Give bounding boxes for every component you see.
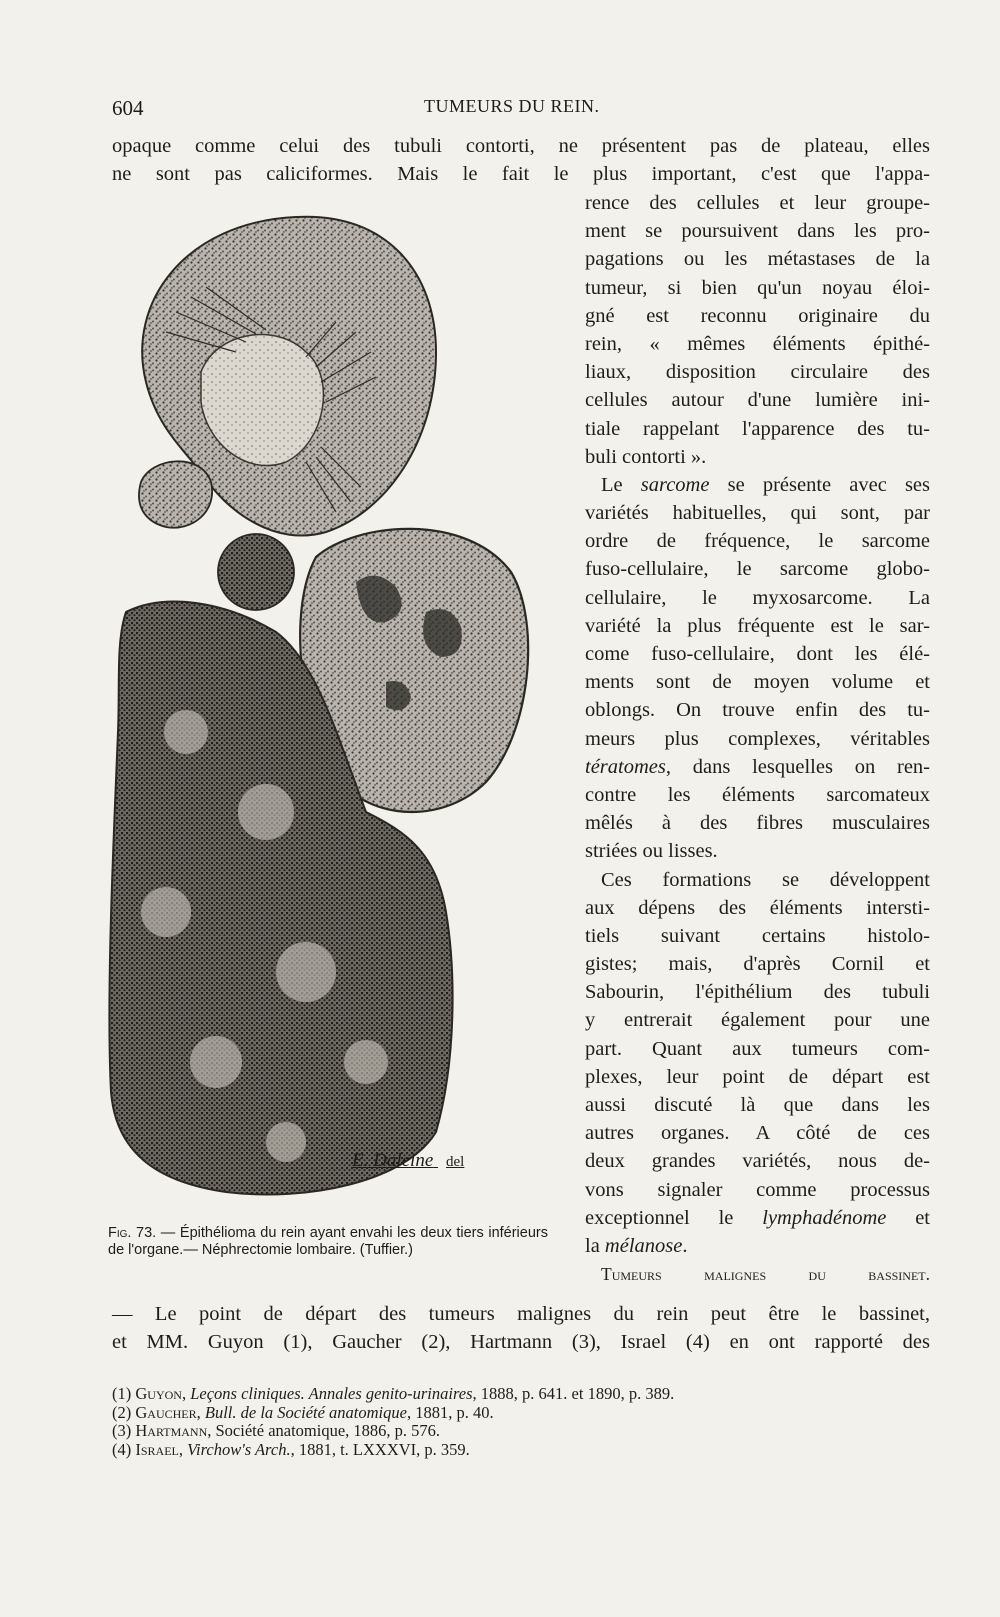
text-line: pagations ou les métastases de la <box>585 248 930 271</box>
right-column <box>585 189 930 1288</box>
text-line: cellulaire, le myxosarcome. La <box>585 586 930 609</box>
caption-text: — Épithélioma du rein ayant envahi les deux tiers inférieurs de l'organe.— Néphrectomie lombaire. (Tuffier.) <box>108 1225 548 1258</box>
text-line: ordre de fréquence, le sarcome <box>585 530 930 553</box>
footnote-sep: , <box>207 1421 216 1440</box>
signature-del: del <box>446 1154 465 1170</box>
text-line: liaux, disposition circulaire des <box>585 361 930 384</box>
text-line: tiels suivant certains histolo- <box>585 924 930 947</box>
text-fragment: exceptionnel le <box>585 1206 763 1229</box>
text-line: autres organes. A côté de ces <box>585 1122 930 1145</box>
italic-term: mélanose <box>604 1234 683 1257</box>
text-line: gistes; mais, d'après Cornil et <box>585 953 930 976</box>
text-line: — Le point de départ des tumeurs malignes du rein peut être le bassinet, <box>112 1303 930 1325</box>
footnote-number: (3) <box>112 1421 132 1440</box>
footnote <box>112 1422 930 1441</box>
footnote-title: Bull. de la Société anatomique <box>204 1402 407 1422</box>
text-fragment: Le <box>601 473 641 496</box>
page-header <box>112 96 912 124</box>
text-line: tumeur, si bien qu'un noyau éloi- <box>585 276 930 299</box>
footnote-rest: Société anatomique, 1886, p. 576. <box>215 1421 441 1440</box>
bassinet-paragraph <box>112 1300 930 1356</box>
text-line: rence des cellules et leur groupe- <box>585 192 930 214</box>
figure-caption <box>108 1225 548 1259</box>
italic-term: tératomes <box>585 755 666 778</box>
kidney-tumor-illustration <box>106 212 544 1212</box>
text-line: contre les éléments sarcomateux <box>585 783 930 806</box>
text-line: oblongs. On trouve enfin des tu- <box>585 699 930 722</box>
text-line: ments sont de moyen volume et <box>585 671 930 694</box>
text-line: striées ou lisses. <box>585 840 718 863</box>
text-line: gné est reconnu originaire du <box>585 304 930 327</box>
footnote-sep: , <box>181 1384 191 1403</box>
footnote-author: Gaucher <box>135 1402 197 1422</box>
text-line: Ces formations se développent <box>601 868 930 891</box>
footnote-number: (1) <box>112 1384 132 1403</box>
text-fragment: et <box>886 1206 931 1229</box>
text-line: plexes, leur point de départ est <box>585 1065 930 1088</box>
footnote-rest: , 1881, t. LXXXVI, p. 359. <box>290 1439 470 1459</box>
footnotes <box>112 1385 930 1459</box>
footnote-sep: , <box>196 1402 205 1422</box>
teratomes-line <box>585 753 930 781</box>
text-line: et MM. Guyon (1), Gaucher (2), Hartmann (3), Israel (4) en ont rapporté des <box>112 1331 930 1354</box>
caption-label: Fig. 73. <box>108 1225 157 1241</box>
text-line: y entrerait également pour une <box>585 1009 930 1032</box>
footnote <box>112 1441 930 1460</box>
melanose-line <box>585 1232 930 1260</box>
text-line: rein, « mêmes éléments épithé- <box>585 332 930 355</box>
text-line: aux dépens des éléments intersti- <box>585 896 930 919</box>
text-fragment: la <box>585 1234 605 1257</box>
running-title: TUMEURS DU REIN. <box>424 96 600 116</box>
footnote-title: Virchow's Arch. <box>187 1439 291 1459</box>
signature-name: E. Daleine <box>352 1150 434 1171</box>
text-line: meurs plus complexes, véritables <box>585 727 930 750</box>
text-line: part. Quant aux tumeurs com- <box>585 1037 930 1060</box>
text-line: vons signaler comme processus <box>585 1178 930 1201</box>
text-fragment: se présente avec ses <box>709 473 930 496</box>
italic-term: lymphadénome <box>762 1206 887 1229</box>
text-line: tiale rappelant l'apparence des tu- <box>585 417 930 440</box>
text-line: come fuso-cellulaire, dont les élé- <box>585 643 930 665</box>
text-line: ne sont pas caliciformes. Mais le fait le plus important, c'est que l'appa- <box>112 163 930 186</box>
footnote <box>112 1404 930 1423</box>
text-line: fuso-cellulaire, le sarcome globo- <box>585 558 930 581</box>
footnote <box>112 1385 930 1404</box>
kidney-engraving <box>106 212 544 1212</box>
page-number: 604 <box>112 96 144 120</box>
footnote-rest: , 1888, p. 641. et 1890, p. 389. <box>472 1384 675 1403</box>
text-line: deux grandes variétés, nous de- <box>585 1150 930 1173</box>
text-line: cellules autour d'une lumière ini- <box>585 389 930 412</box>
text-line: Sabourin, l'épithélium des tubuli <box>585 981 930 1004</box>
footnote-rest: , 1881, p. 40. <box>406 1402 494 1422</box>
text-line: buli contorti ». <box>585 445 707 468</box>
sarcome-first-line <box>585 471 930 499</box>
text-line: variétés habituelles, qui sont, par <box>585 502 930 525</box>
footnote-number: (4) <box>112 1439 132 1459</box>
footnote-number: (2) <box>112 1402 132 1422</box>
footnote-author: Guyon <box>135 1384 182 1403</box>
footnote-title: Leçons cliniques. Annales genito-urinaires <box>190 1384 473 1403</box>
italic-term: sarcome <box>640 473 710 496</box>
illustrator-signature <box>352 1150 464 1172</box>
top-paragraph <box>112 132 930 188</box>
text-line: aussi discuté là que dans les <box>585 1094 930 1116</box>
text-line: ment se poursuivent dans les pro- <box>585 220 930 243</box>
text-fragment: , dans lesquelles on ren- <box>665 755 930 778</box>
footnote-author: Israel <box>135 1439 179 1459</box>
lymphadenome-line <box>585 1204 930 1232</box>
text-fragment: . <box>682 1234 688 1257</box>
text-line: opaque comme celui des tubuli contorti, ne présentent pas de plateau, elles <box>112 135 930 157</box>
bassinet-heading: Tumeurs malignes du bassinet. <box>601 1264 930 1285</box>
text-line: mêlés à des fibres musculaires <box>585 812 930 835</box>
text-line: variété la plus fréquente est le sar- <box>585 614 930 637</box>
footnote-sep: , <box>178 1439 188 1459</box>
footnote-author: Hartmann <box>135 1421 208 1440</box>
